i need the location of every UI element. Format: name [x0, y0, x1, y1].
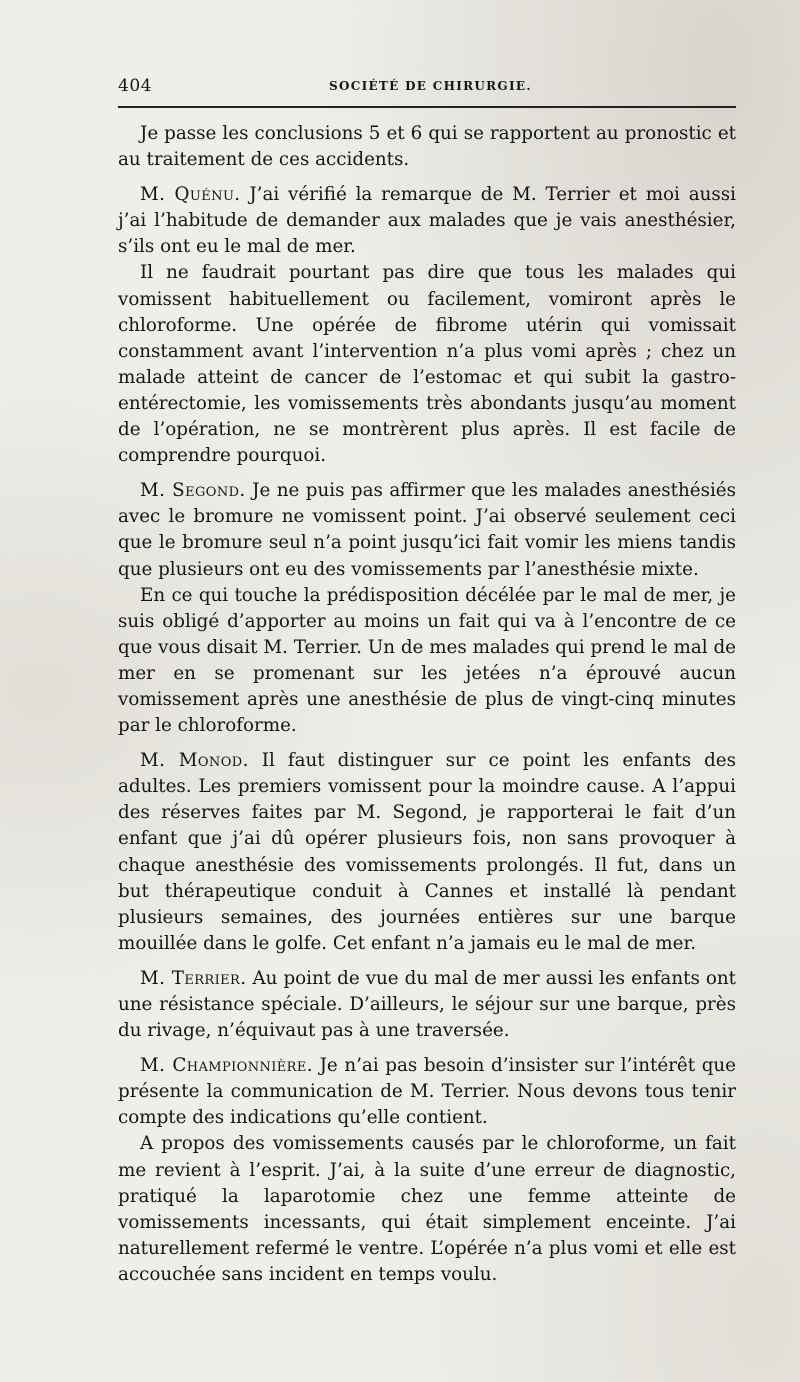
paragraph-quenu-continued	[118, 260, 736, 469]
body-text	[118, 121, 736, 1288]
paragraph-quenu	[118, 182, 736, 260]
speaker-name: M. Segond.	[140, 480, 246, 502]
paragraph-segond	[118, 478, 736, 582]
paragraph-text: Il ne faudrait pourtant pas dire que tous les malades qui vomissent habituellement ou facilement, vomiront après le chloroforme. Une opérée de fibrome utérin qui vomissait constamment avant l’intervention n’a plus vomi après ; chez un malade atteint de cancer de l’estomac et qui subit la gastro-entérectomie, les vomissements très abondants jusqu’au moment de l’opération, ne se montrèrent plus après. Il est facile de comprendre pourquoi.	[118, 262, 736, 467]
paragraph-text: En ce qui touche la prédisposition décélée par le mal de mer, je suis obligé d’apporter au moins un fait qui va à l’encontre de ce que vous disait M. Terrier. Un de mes malades qui prend le mal de mer en se promenant sur les jetées n’a éprouvé aucun vomissement après une anesthésie de plus de vingt-cinq minutes par le chloroforme.	[118, 584, 736, 737]
paragraph-text: J’ai vérifié la remarque de M. Terrier et moi aussi j’ai l’habitude de demander aux malades que je vais anesthésier, s’ils ont eu le mal de mer.	[118, 184, 736, 258]
paragraph-championniere	[118, 1053, 736, 1131]
paragraph-terrier	[118, 966, 736, 1044]
paragraph-championniere-continued	[118, 1131, 736, 1288]
page-number: 404	[118, 76, 152, 96]
speaker-name: M. Monod.	[140, 750, 249, 772]
paragraph-text: Au point de vue du mal de mer aussi les enfants ont une résistance spéciale. D’ailleurs, le séjour sur une barque, près du rivage, n’équivaut pas à une traversée.	[118, 967, 736, 1042]
page-header	[118, 76, 736, 100]
paragraph-text: Je ne puis pas affirmer que les malades anesthésiés avec le bromure ne vomissent point. J’ai observé seulement ceci que le bromure seul n’a point jusqu’ici fait vomir les miens tandis que plusieurs ont eu des vomissements par l’anesthésie mixte.	[118, 480, 737, 580]
paragraph-text: Je passe les conclusions 5 et 6 qui se rapportent au pronostic et au traitement de ces accidents.	[118, 123, 736, 171]
paragraph-conclusions	[118, 121, 736, 173]
running-head: SOCIÉTÉ DE CHIRURGIE.	[329, 79, 532, 93]
speaker-name: M. Quénu.	[140, 184, 241, 206]
paragraph-text: A propos des vomissements causés par le chloroforme, un fait me revient à l’esprit. J’ai, à la suite d’une erreur de diagnostic, pratiqué la laparotomie chez une femme atteinte de vomissements incessants, qui était simplement enceinte. J’ai naturellement refermé le ventre. L’opérée n’a plus vomi et elle est accouchée sans incident en temps voulu.	[118, 1133, 736, 1285]
paragraph-monod	[118, 748, 736, 957]
speaker-name: M. Terrier.	[140, 967, 247, 989]
header-rule	[118, 106, 736, 108]
paragraph-text: Je n’ai pas besoin d’insister sur l’intérêt que présente la communication de M. Terrier. Nous devons tous tenir compte des indications qu’elle contient.	[118, 1055, 736, 1129]
paragraph-text: Il faut distinguer sur ce point les enfants des adultes. Les premiers vomissent pour la moindre cause. A l’appui des réserves faites par M. Segond, je rapporterai le fait d’un enfant que j’ai dû opérer plusieurs fois, non sans provoquer à chaque anesthésie des vomissements prolongés. Il fut, dans un but thérapeutique conduit à Cannes et installé là pendant plusieurs semaines, des journées entières sur une barque mouillée dans le golfe. Cet enfant n’a jamais eu le mal de mer.	[118, 750, 736, 954]
paragraph-segond-continued	[118, 583, 736, 740]
speaker-name: M. Championnière.	[140, 1055, 313, 1077]
